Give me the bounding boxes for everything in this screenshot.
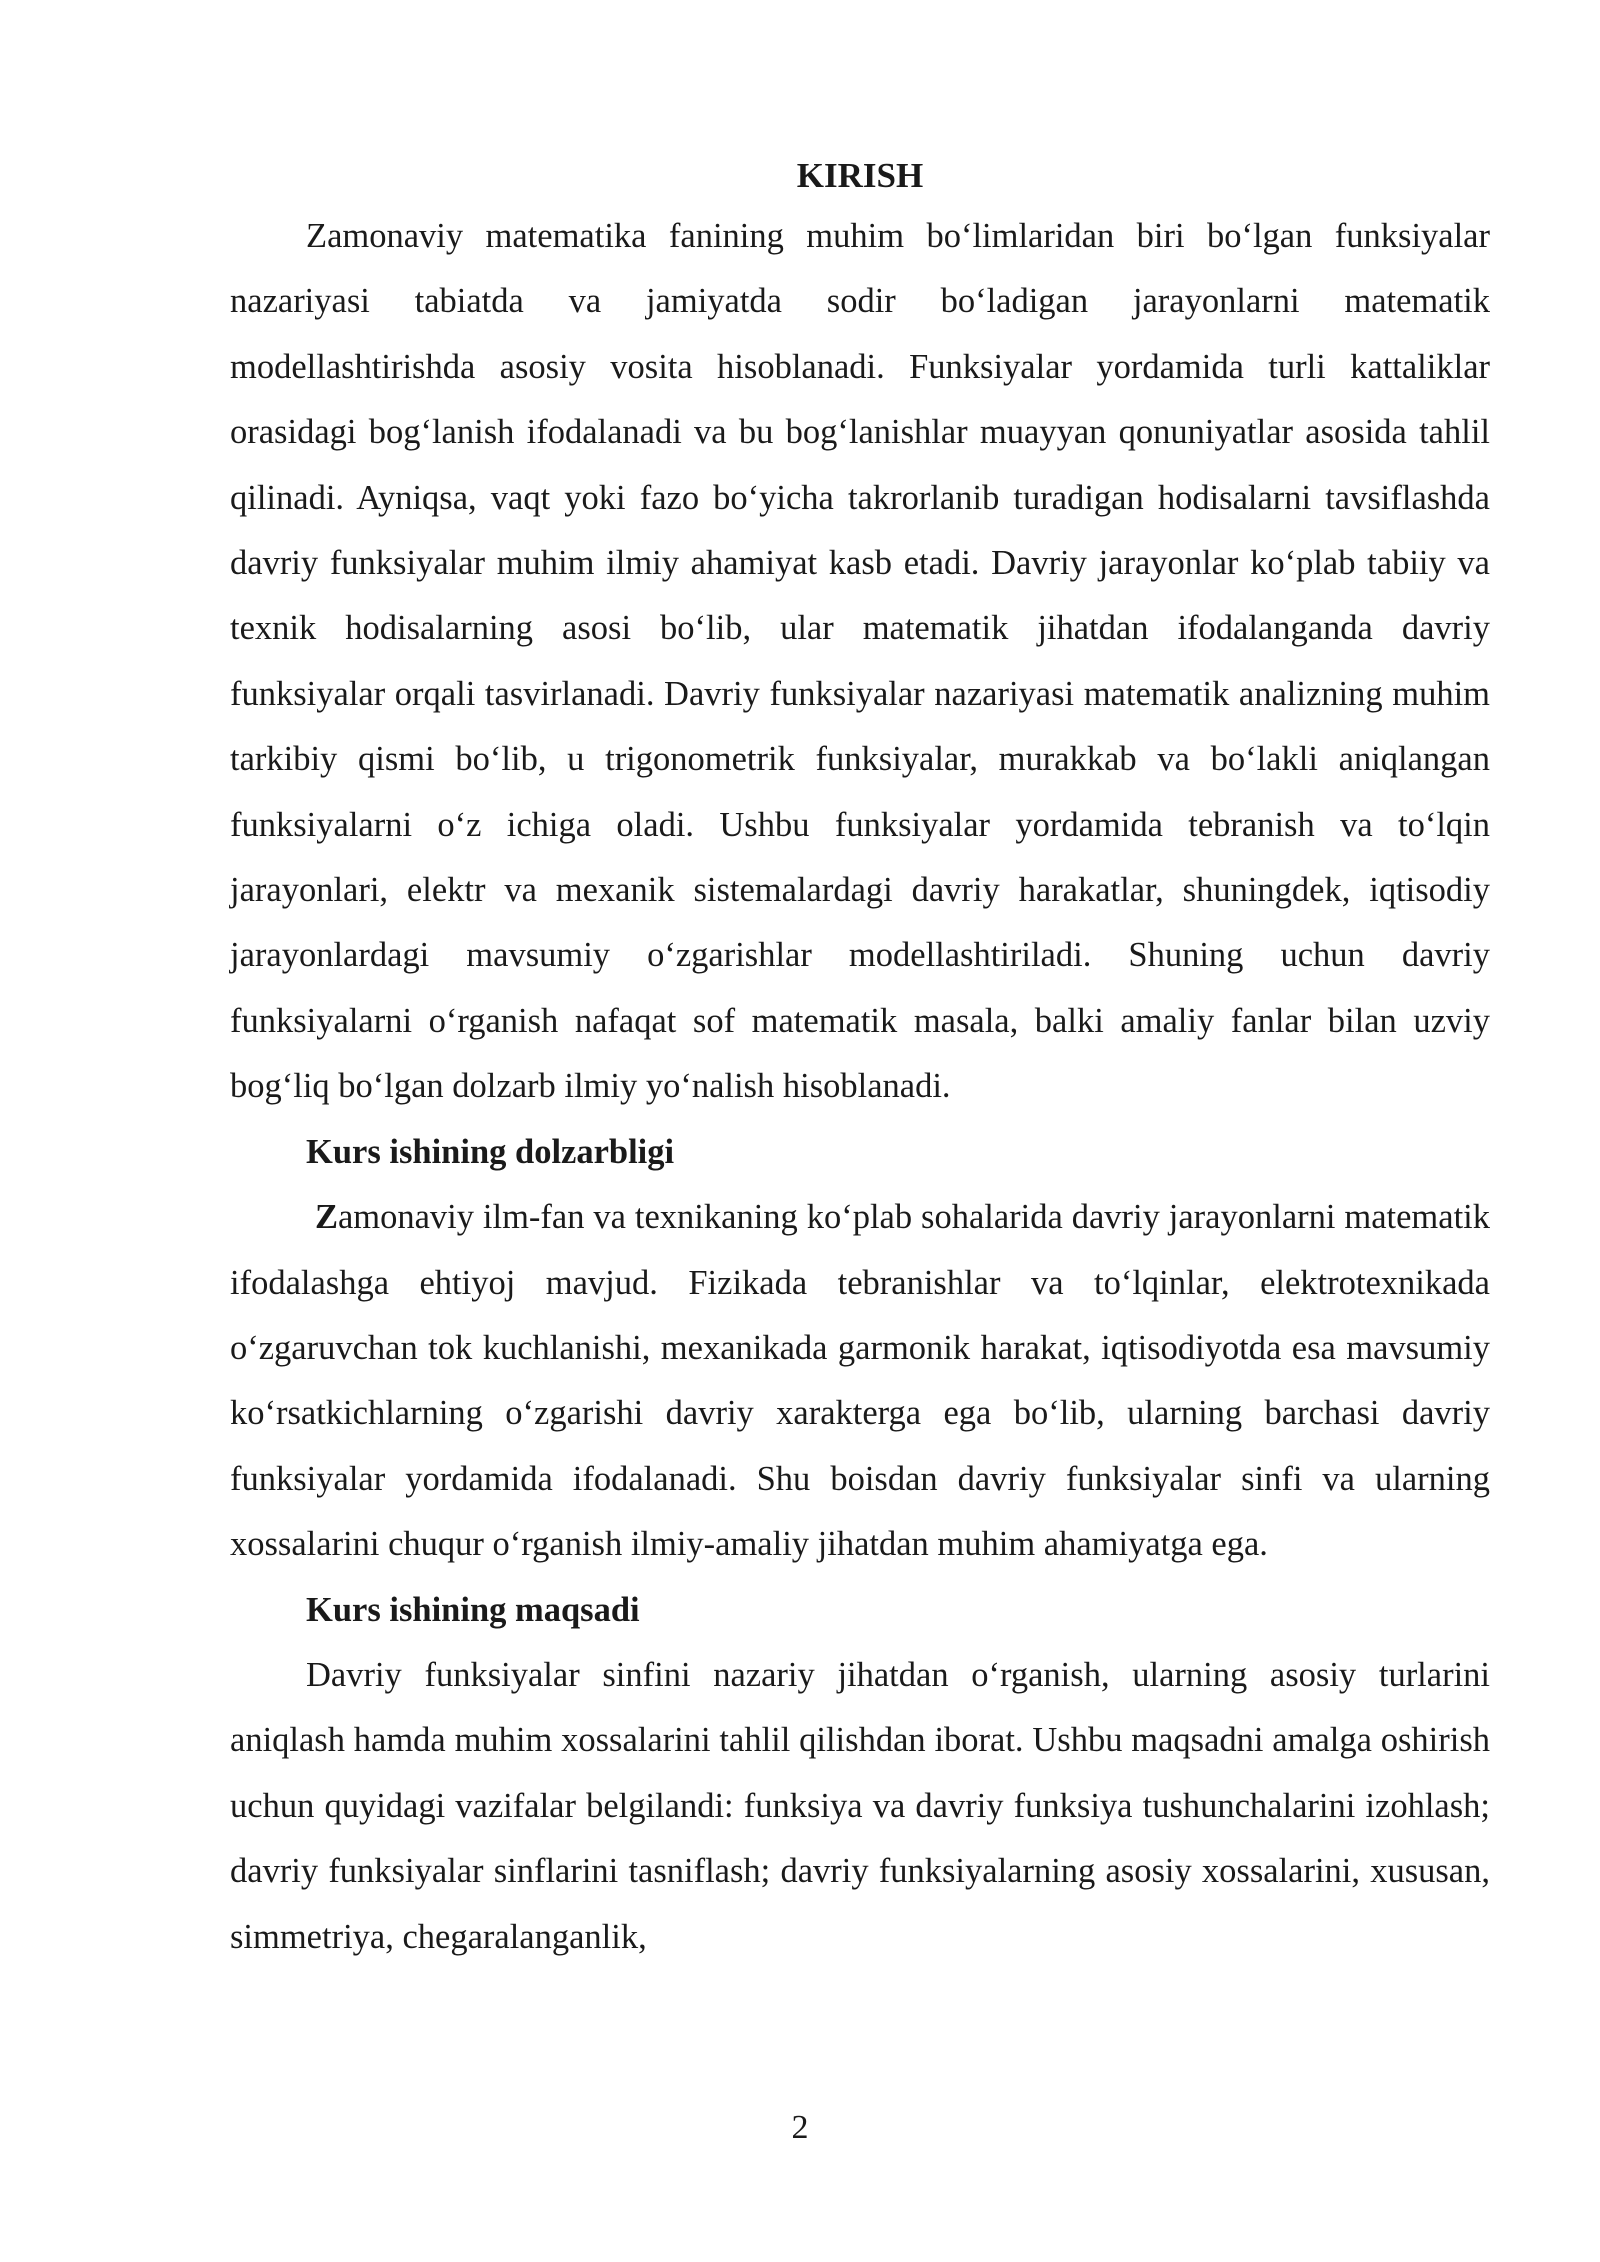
relevance-heading: Kurs ishining dolzarbligi	[306, 1132, 675, 1171]
relevance-paragraph-text: amonaviy ilm-fan va texnikaning ko‘plab sohalarida davriy jarayonlarni matematik ifodalashga ehtiyoj mavjud. Fizikada tebranishlar va to‘lqinlar, elektrotexnikada o‘zgaruvchan tok kuchlanishi, mexanikada garmonik harakat, iqtisodiyotda esa mavsumiy ko‘rsatkichlarning o‘zgarishi davriy xarakterga ega bo‘lib, ularning barchasi davriy funksiyalar yordamida ifodalanadi. Shu boisdan davriy funksiyalar sinfi va ularning xossalarini chuqur o‘rganish ilmiy-amaliy jihatdan muhim ahamiyatga ega.	[230, 1198, 1491, 1564]
goal-heading: Kurs ishining maqsadi	[306, 1590, 640, 1629]
intro-paragraph: Zamonaviy matematika fanining muhim bo‘limlaridan biri bo‘lgan funksiyalar nazariyasi tabiatda va jamiyatda sodir bo‘ladigan jarayonlarni matematik modellashtirishda asosiy vosita hisoblanadi. Funksiyalar yordamida turli kattaliklar orasidagi bog‘lanish ifodalanadi va bu bog‘lanishlar muayyan qonuniyatlar asosida tahlil qilinadi. Ayniqsa, vaqt yoki fazo bo‘yicha takrorlanib turadigan hodisalarni tavsiflashda davriy funksiyalar muhim ilmiy ahamiyat kasb etadi. Davriy jarayonlar ko‘plab tabiiy va texnik hodisalarning asosi bo‘lib, ular matematik jihatdan ifodalanganda davriy funksiyalar orqali tasvirlanadi. Davriy funksiyalar nazariyasi matematik analizning muhim tarkibiy qismi bo‘lib, u trigonometrik funksiyalar, murakkab va bo‘lakli aniqlangan funksiyalarni o‘z ichiga oladi. Ushbu funksiyalar yordamida tebranish va to‘lqin jarayonlari, elektr va mexanik sistemalardagi davriy harakatlar, shuningdek, iqtisodiy jarayonlardagi mavsumiy o‘zgarishlar modellashtiriladi. Shuning uchun davriy funksiyalarni o‘rganish nafaqat sof matematik masala, balki amaliy fanlar bilan uzviy bog‘liq bo‘lgan dolzarb ilmiy yo‘nalish hisoblanadi.	[230, 217, 1490, 1106]
page-number: 2	[791, 2109, 809, 2146]
goal-paragraph: Davriy funksiyalar sinfini nazariy jihatdan o‘rganish, ularning asosiy turlarini aniqlash hamda muhim xossalarini tahlil qilishdan iborat. Ushbu maqsadni amalga oshirish uchun quyidagi vazifalar belgilandi: funksiya va davriy funksiya tushunchalarini izohlash; davriy funksiyalar sinflarini tasniflash; davriy funksiyalarning asosiy xossalarini, xususan, simmetriya, chegaralanganlik,	[230, 1655, 1490, 1956]
relevance-lead-letter: Z	[314, 1198, 338, 1237]
page-title: KIRISH	[796, 156, 924, 195]
relevance-paragraph	[230, 1185, 1490, 1577]
page-content	[230, 148, 1490, 1970]
